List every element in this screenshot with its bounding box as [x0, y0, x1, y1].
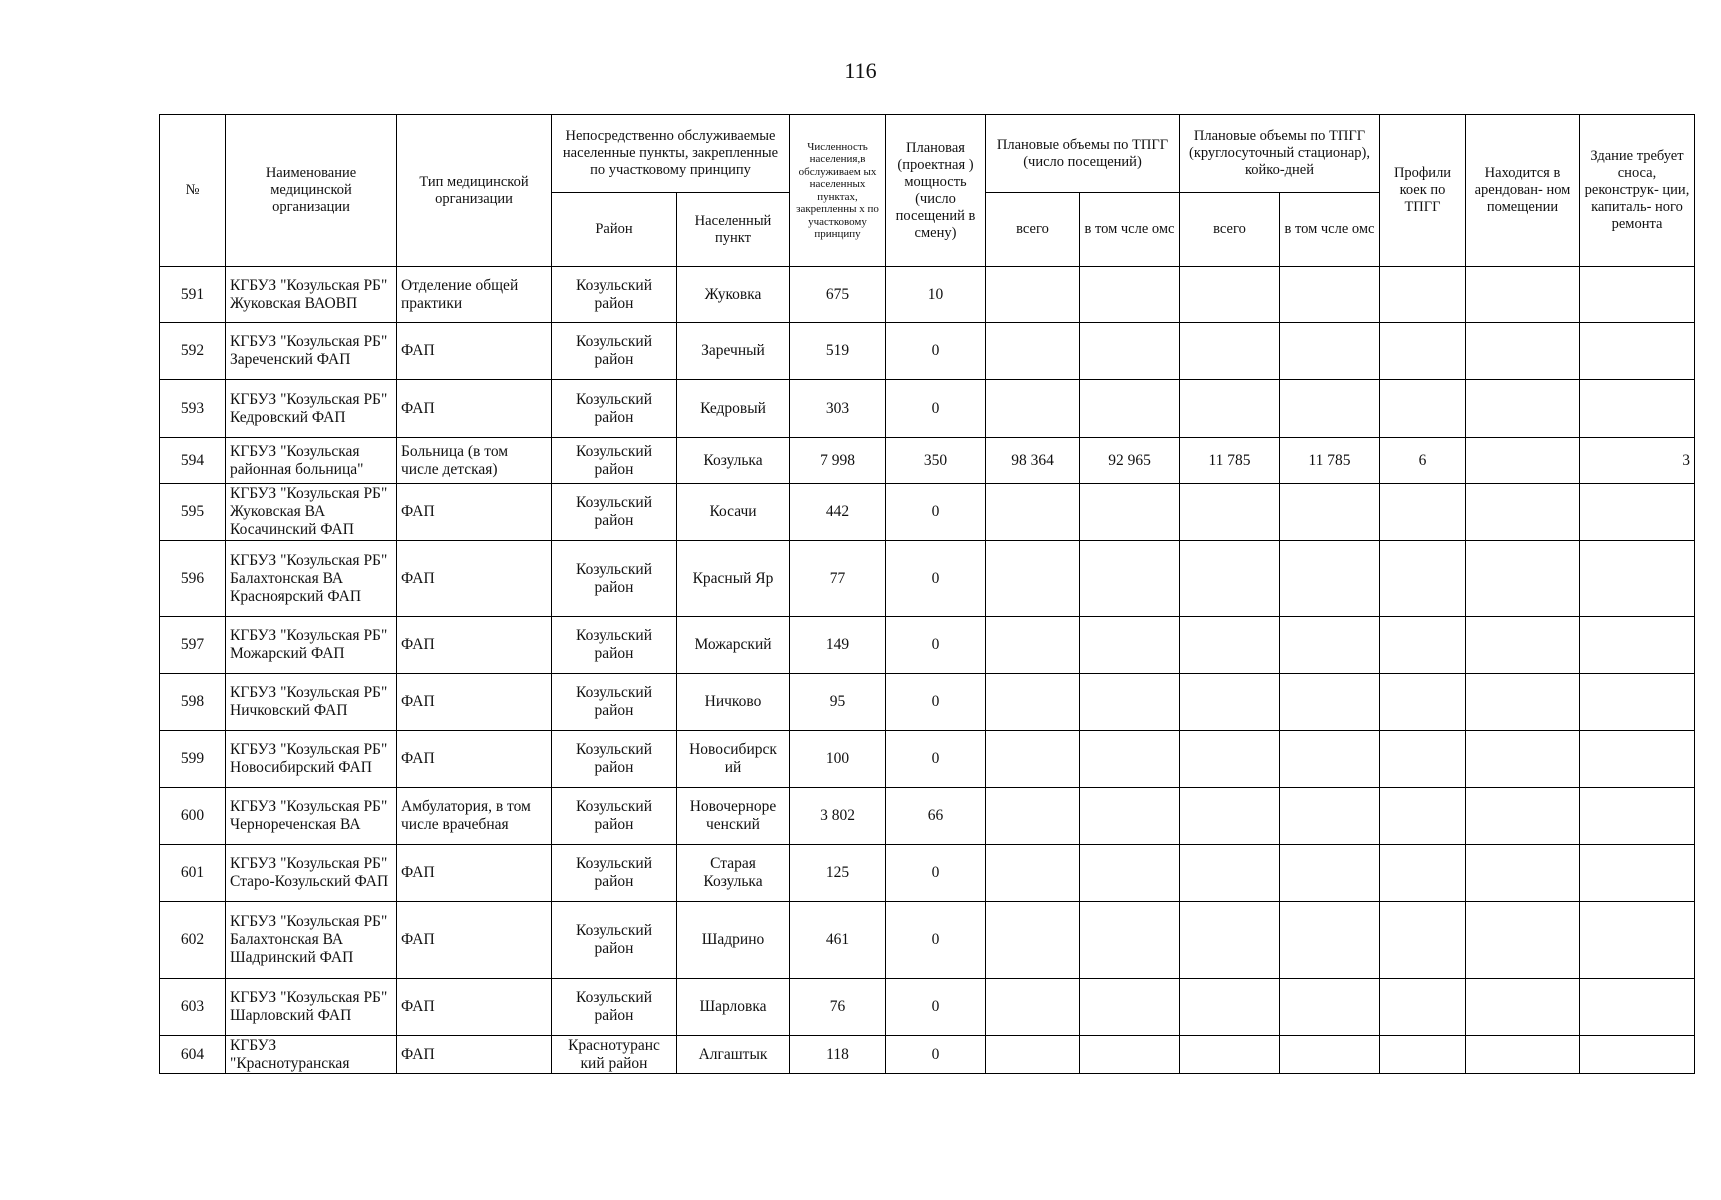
header-profiles: Профили коек по ТПГГ: [1380, 115, 1466, 267]
cell-type: ФАП: [397, 617, 552, 674]
cell-org: КГБУЗ "Козульская РБ" Кедровский ФАП: [226, 380, 397, 438]
cell-visits-total: [986, 845, 1080, 902]
cell-profiles: [1380, 380, 1466, 438]
cell-settlement: Козулька: [677, 438, 790, 484]
cell-repair: [1580, 788, 1695, 845]
cell-type: ФАП: [397, 731, 552, 788]
cell-district: Краснотуранс кий район: [552, 1036, 677, 1074]
cell-org: КГБУЗ "Козульская РБ" Чернореченская ВА: [226, 788, 397, 845]
cell-num: 604: [160, 1036, 226, 1074]
cell-num: 595: [160, 484, 226, 541]
cell-rented: [1466, 674, 1580, 731]
cell-num: 601: [160, 845, 226, 902]
header-beds-group: Плановые объемы по ТПГГ (круглосуточный стационар), койко-дней: [1180, 115, 1380, 193]
cell-profiles: 6: [1380, 438, 1466, 484]
cell-profiles: [1380, 617, 1466, 674]
cell-type: ФАП: [397, 323, 552, 380]
cell-org: КГБУЗ "Козульская РБ" Шарловский ФАП: [226, 979, 397, 1036]
cell-district: Козульский район: [552, 380, 677, 438]
cell-population: 100: [790, 731, 886, 788]
cell-beds-total: [1180, 731, 1280, 788]
cell-visits-oms: [1080, 845, 1180, 902]
cell-beds-total: [1180, 902, 1280, 979]
header-capacity: Плановая (проектная ) мощность (число посещений в смену): [886, 115, 986, 267]
cell-district: Козульский район: [552, 845, 677, 902]
cell-capacity: 350: [886, 438, 986, 484]
cell-type: ФАП: [397, 845, 552, 902]
cell-capacity: 0: [886, 1036, 986, 1074]
cell-org: КГБУЗ "Козульская РБ" Ничковский ФАП: [226, 674, 397, 731]
header-num: №: [160, 115, 226, 267]
cell-beds-total: [1180, 674, 1280, 731]
table-body: [160, 267, 1695, 1074]
cell-beds-total: [1180, 267, 1280, 323]
cell-population: 76: [790, 979, 886, 1036]
cell-visits-oms: [1080, 484, 1180, 541]
cell-population: 7 998: [790, 438, 886, 484]
cell-repair: [1580, 731, 1695, 788]
cell-org: КГБУЗ "Козульская РБ" Жуковская ВА Косачинский ФАП: [226, 484, 397, 541]
cell-visits-oms: [1080, 1036, 1180, 1074]
facilities-table: [159, 114, 1695, 1074]
cell-visits-total: [986, 731, 1080, 788]
cell-type: ФАП: [397, 380, 552, 438]
cell-rented: [1466, 731, 1580, 788]
cell-repair: [1580, 484, 1695, 541]
cell-population: 149: [790, 617, 886, 674]
cell-profiles: [1380, 788, 1466, 845]
cell-district: Козульский район: [552, 267, 677, 323]
cell-district: Козульский район: [552, 323, 677, 380]
cell-repair: [1580, 267, 1695, 323]
cell-settlement: Ничково: [677, 674, 790, 731]
cell-beds-oms: [1280, 979, 1380, 1036]
cell-capacity: 0: [886, 617, 986, 674]
cell-visits-total: [986, 267, 1080, 323]
cell-beds-total: [1180, 788, 1280, 845]
cell-visits-total: [986, 380, 1080, 438]
cell-repair: 3: [1580, 438, 1695, 484]
cell-type: ФАП: [397, 902, 552, 979]
cell-type: ФАП: [397, 541, 552, 617]
cell-settlement: Косачи: [677, 484, 790, 541]
cell-beds-oms: [1280, 1036, 1380, 1074]
cell-profiles: [1380, 1036, 1466, 1074]
cell-num: 591: [160, 267, 226, 323]
cell-visits-total: 98 364: [986, 438, 1080, 484]
page-number: 116: [844, 58, 877, 83]
cell-num: 594: [160, 438, 226, 484]
table-row: [160, 484, 1695, 541]
cell-num: 596: [160, 541, 226, 617]
cell-district: Козульский район: [552, 438, 677, 484]
cell-beds-total: 11 785: [1180, 438, 1280, 484]
header-rented: Находится в арендован- ном помещении: [1466, 115, 1580, 267]
cell-org: КГБУЗ "Козульская РБ" Балахтонская ВА Шадринский ФАП: [226, 902, 397, 979]
cell-type: ФАП: [397, 484, 552, 541]
table-row: [160, 788, 1695, 845]
cell-beds-total: [1180, 617, 1280, 674]
cell-profiles: [1380, 541, 1466, 617]
cell-repair: [1580, 541, 1695, 617]
cell-rented: [1466, 617, 1580, 674]
cell-district: Козульский район: [552, 484, 677, 541]
cell-rented: [1466, 979, 1580, 1036]
cell-num: 592: [160, 323, 226, 380]
header-visits-group: Плановые объемы по ТПГГ (число посещений): [986, 115, 1180, 193]
cell-visits-total: [986, 902, 1080, 979]
cell-org: КГБУЗ "Козульская РБ" Можарский ФАП: [226, 617, 397, 674]
cell-settlement: Новосибирск ий: [677, 731, 790, 788]
cell-beds-oms: [1280, 845, 1380, 902]
cell-beds-oms: 11 785: [1280, 438, 1380, 484]
cell-district: Козульский район: [552, 902, 677, 979]
cell-settlement: Кедровый: [677, 380, 790, 438]
cell-visits-total: [986, 323, 1080, 380]
cell-capacity: 66: [886, 788, 986, 845]
header-org: Наименование медицинской организации: [226, 115, 397, 267]
cell-population: 125: [790, 845, 886, 902]
cell-beds-oms: [1280, 267, 1380, 323]
cell-capacity: 0: [886, 380, 986, 438]
cell-type: ФАП: [397, 674, 552, 731]
cell-repair: [1580, 979, 1695, 1036]
cell-visits-oms: [1080, 902, 1180, 979]
cell-population: 77: [790, 541, 886, 617]
cell-visits-oms: [1080, 380, 1180, 438]
cell-rented: [1466, 438, 1580, 484]
cell-district: Козульский район: [552, 731, 677, 788]
cell-org: КГБУЗ "Козульская РБ" Старо-Козульский ФАП: [226, 845, 397, 902]
cell-rented: [1466, 323, 1580, 380]
cell-type: ФАП: [397, 979, 552, 1036]
cell-org: КГБУЗ "Козульская РБ" Балахтонская ВА Красноярский ФАП: [226, 541, 397, 617]
cell-profiles: [1380, 674, 1466, 731]
cell-org: КГБУЗ "Козульская РБ" Зареченский ФАП: [226, 323, 397, 380]
cell-beds-oms: [1280, 902, 1380, 979]
cell-rented: [1466, 541, 1580, 617]
cell-type: Больница (в том числе детская): [397, 438, 552, 484]
cell-num: 600: [160, 788, 226, 845]
cell-profiles: [1380, 484, 1466, 541]
cell-visits-oms: [1080, 979, 1180, 1036]
cell-repair: [1580, 674, 1695, 731]
cell-population: 442: [790, 484, 886, 541]
table-row: [160, 1036, 1695, 1074]
cell-org: КГБУЗ "Козульская районная больница": [226, 438, 397, 484]
cell-rented: [1466, 380, 1580, 438]
cell-num: 598: [160, 674, 226, 731]
table-row: [160, 674, 1695, 731]
cell-beds-oms: [1280, 617, 1380, 674]
cell-capacity: 10: [886, 267, 986, 323]
cell-capacity: 0: [886, 484, 986, 541]
cell-rented: [1466, 788, 1580, 845]
cell-population: 95: [790, 674, 886, 731]
cell-visits-oms: [1080, 731, 1180, 788]
cell-capacity: 0: [886, 979, 986, 1036]
cell-rented: [1466, 1036, 1580, 1074]
header-repair: Здание требует сноса, реконструк- ции, капиталь- ного ремонта: [1580, 115, 1695, 267]
cell-profiles: [1380, 323, 1466, 380]
cell-repair: [1580, 380, 1695, 438]
cell-type: Отделение общей практики: [397, 267, 552, 323]
header-beds-oms: в том чсле омс: [1280, 193, 1380, 267]
cell-beds-total: [1180, 979, 1280, 1036]
cell-beds-total: [1180, 484, 1280, 541]
cell-beds-total: [1180, 380, 1280, 438]
cell-org: КГБУЗ "Краснотуранская: [226, 1036, 397, 1074]
cell-visits-total: [986, 541, 1080, 617]
cell-beds-total: [1180, 845, 1280, 902]
table-header: [160, 115, 1695, 267]
cell-visits-oms: [1080, 788, 1180, 845]
cell-capacity: 0: [886, 323, 986, 380]
cell-visits-oms: [1080, 541, 1180, 617]
cell-profiles: [1380, 979, 1466, 1036]
cell-type: Амбулатория, в том числе врачебная: [397, 788, 552, 845]
table-row: [160, 845, 1695, 902]
cell-beds-total: [1180, 541, 1280, 617]
table-row: [160, 979, 1695, 1036]
cell-num: 602: [160, 902, 226, 979]
cell-org: КГБУЗ "Козульская РБ" Жуковская ВАОВП: [226, 267, 397, 323]
cell-num: 599: [160, 731, 226, 788]
cell-beds-oms: [1280, 674, 1380, 731]
cell-rented: [1466, 267, 1580, 323]
table-row: [160, 380, 1695, 438]
cell-org: КГБУЗ "Козульская РБ" Новосибирский ФАП: [226, 731, 397, 788]
cell-beds-total: [1180, 323, 1280, 380]
cell-profiles: [1380, 845, 1466, 902]
cell-visits-oms: [1080, 617, 1180, 674]
cell-district: Козульский район: [552, 788, 677, 845]
cell-settlement: Красный Яр: [677, 541, 790, 617]
cell-population: 303: [790, 380, 886, 438]
table-row: [160, 323, 1695, 380]
header-population: Численность населения,в обслуживаем ых населенных пунктах, закрепленны х по участковому принципу: [790, 115, 886, 267]
cell-profiles: [1380, 902, 1466, 979]
header-settlement: Населенный пункт: [677, 193, 790, 267]
cell-population: 461: [790, 902, 886, 979]
cell-visits-total: [986, 979, 1080, 1036]
header-visits-total: всего: [986, 193, 1080, 267]
cell-visits-total: [986, 674, 1080, 731]
cell-repair: [1580, 902, 1695, 979]
cell-district: Козульский район: [552, 617, 677, 674]
cell-settlement: Старая Козулька: [677, 845, 790, 902]
cell-beds-total: [1180, 1036, 1280, 1074]
table-row: [160, 731, 1695, 788]
cell-num: 593: [160, 380, 226, 438]
header-type: Тип медицинской организации: [397, 115, 552, 267]
cell-population: 118: [790, 1036, 886, 1074]
cell-beds-oms: [1280, 788, 1380, 845]
cell-capacity: 0: [886, 902, 986, 979]
cell-district: Козульский район: [552, 541, 677, 617]
cell-beds-oms: [1280, 541, 1380, 617]
cell-visits-oms: [1080, 674, 1180, 731]
cell-rented: [1466, 484, 1580, 541]
cell-capacity: 0: [886, 845, 986, 902]
cell-beds-oms: [1280, 380, 1380, 438]
table-row: [160, 438, 1695, 484]
cell-rented: [1466, 845, 1580, 902]
header-beds-total: всего: [1180, 193, 1280, 267]
cell-settlement: Шарловка: [677, 979, 790, 1036]
cell-profiles: [1380, 267, 1466, 323]
cell-beds-oms: [1280, 731, 1380, 788]
cell-visits-total: [986, 617, 1080, 674]
header-district: Район: [552, 193, 677, 267]
header-points-group: Непосредственно обслуживаемые населенные пункты, закрепленные по участковому принципу: [552, 115, 790, 193]
cell-beds-oms: [1280, 323, 1380, 380]
cell-type: ФАП: [397, 1036, 552, 1074]
cell-visits-oms: 92 965: [1080, 438, 1180, 484]
cell-settlement: Новочерноре ченский: [677, 788, 790, 845]
cell-capacity: 0: [886, 674, 986, 731]
cell-settlement: Шадрино: [677, 902, 790, 979]
header-visits-oms: в том чсле омс: [1080, 193, 1180, 267]
table-row: [160, 267, 1695, 323]
cell-visits-oms: [1080, 323, 1180, 380]
cell-repair: [1580, 845, 1695, 902]
cell-visits-total: [986, 1036, 1080, 1074]
cell-num: 603: [160, 979, 226, 1036]
cell-repair: [1580, 323, 1695, 380]
table-row: [160, 617, 1695, 674]
cell-visits-total: [986, 788, 1080, 845]
cell-population: 519: [790, 323, 886, 380]
cell-num: 597: [160, 617, 226, 674]
cell-rented: [1466, 902, 1580, 979]
cell-settlement: Алгаштык: [677, 1036, 790, 1074]
cell-district: Козульский район: [552, 979, 677, 1036]
cell-visits-oms: [1080, 267, 1180, 323]
cell-settlement: Жуковка: [677, 267, 790, 323]
cell-district: Козульский район: [552, 674, 677, 731]
cell-repair: [1580, 617, 1695, 674]
table-row: [160, 902, 1695, 979]
table-row: [160, 541, 1695, 617]
cell-population: 675: [790, 267, 886, 323]
cell-population: 3 802: [790, 788, 886, 845]
cell-visits-total: [986, 484, 1080, 541]
cell-profiles: [1380, 731, 1466, 788]
cell-beds-oms: [1280, 484, 1380, 541]
cell-repair: [1580, 1036, 1695, 1074]
cell-settlement: Заречный: [677, 323, 790, 380]
cell-capacity: 0: [886, 731, 986, 788]
cell-capacity: 0: [886, 541, 986, 617]
cell-settlement: Можарский: [677, 617, 790, 674]
